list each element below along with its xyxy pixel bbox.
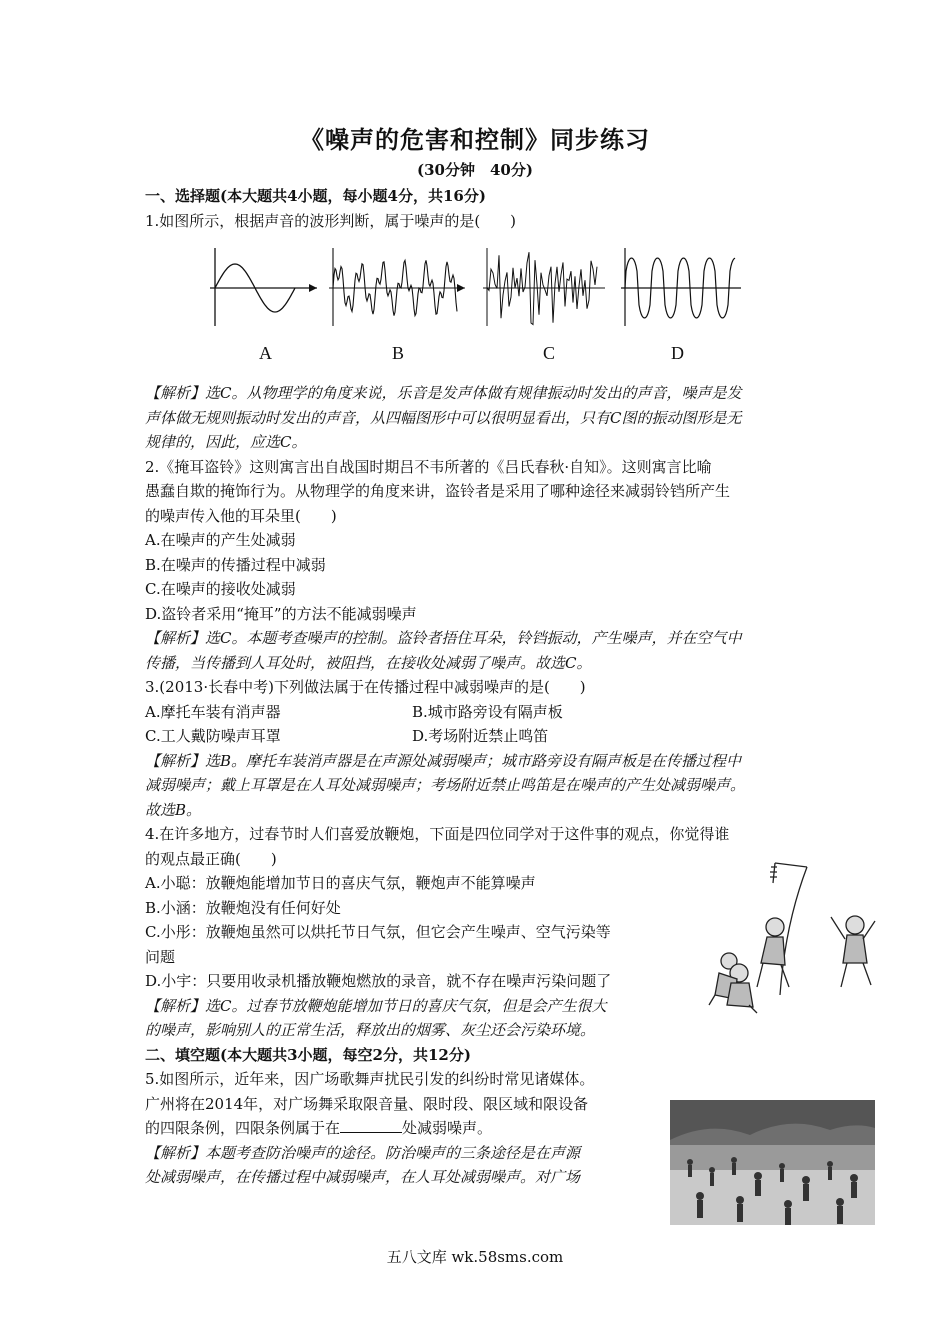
q3-analysis-line: 【解析】选B。摩托车装消声器是在声源处减弱噪声；城市路旁设有隔声板是在传播过程中 [145,751,742,770]
section-heading-choice: 一、选择题(本大题共4小题，每小题4分，共16分) [145,187,486,205]
q3-options-row [145,724,810,749]
q3-option-b: B.城市路旁设有隔声板 [412,702,563,721]
q5-stem-before-blank: 的四限条例，四限条例属于在 [145,1119,341,1137]
q4-stem-line: 的观点最正确( ) [145,849,277,868]
q1-analysis-line: 规律的，因此，应选C。 [145,433,307,451]
page-subtitle: (30分钟 40分) [417,161,533,179]
q4-option-a: A.小聪：放鞭炮能增加节日的喜庆气氛，鞭炮声不能算噪声 [145,874,536,892]
wave-label-b: B [392,343,405,363]
q4-option-c-cont: 问题 [145,947,176,966]
q2-option-d: D.盗铃者采用“掩耳”的方法不能减弱噪声 [145,604,417,623]
q3-options-row [145,700,810,725]
q4-option-b: B.小涵：放鞭炮没有任何好处 [145,898,341,917]
q5-stem-line: 5.如图所示，近年来，因广场歌舞声扰民引发的纠纷时常见诸媒体。 [145,1070,595,1088]
q5-stem-after-blank: 处减弱噪声。 [402,1119,493,1137]
q2-stem-line: 的噪声传入他的耳朵里( ) [145,506,337,525]
firecracker-illustration [705,855,885,1015]
q2-option-c: C.在噪声的接收处减弱 [145,580,296,598]
wave-label-a: A [259,343,272,363]
q2-analysis-line: 传播，当传播到人耳处时，被阻挡，在接收处减弱了噪声。故选C。 [145,653,592,672]
q5-stem-line: 广州将在2014年，对广场舞采取限音量、限时段、限区域和限设备 [145,1094,589,1113]
q4-stem-line: 4.在许多地方，过春节时人们喜爱放鞭炮，下面是四位同学对于这件事的观点，你觉得谁 [145,825,730,843]
q2-option-a: A.在噪声的产生处减弱 [145,531,296,549]
q2-option-b: B.在噪声的传播过程中减弱 [145,555,326,574]
q3-option-d: D.考场附近禁止鸣笛 [412,727,549,745]
q5-analysis-line: 【解析】本题考查防治噪声的途径。防治噪声的三条途径是在声源 [145,1143,581,1162]
q3-analysis-line: 故选B。 [145,800,202,819]
exercise-content [145,184,810,1190]
q4-option-d: D.小宇：只要用收录机播放鞭炮燃放的录音，就不存在噪声污染问题了 [145,972,612,990]
answer-blank[interactable] [340,1117,402,1133]
q2-analysis-line: 【解析】选C。本题考查噪声的控制。盗铃者捂住耳朵，铃铛振动，产生噪声，并在空气中 [145,629,742,647]
q4-option-c: C.小彤：放鞭炮虽然可以烘托节日气氛，但它会产生噪声、空气污染等 [145,923,611,941]
q4-analysis-line: 的噪声，影响别人的正常生活，释放出的烟雾、灰尘还会污染环境。 [145,1021,596,1039]
q1-analysis-line: 声体做无规则振动时发出的声音，从四幅图形中可以很明显看出，只有C图的振动图形是无 [145,408,742,427]
q1-figure-spacer [145,233,810,381]
section-heading-fill: 二、填空题(本大题共3小题，每空2分，共12分) [145,1045,471,1064]
q2-stem-line: 2.《掩耳盗铃》这则寓言出自战国时期吕不韦所著的《吕氏春秋·自知》。这则寓言比喻 [145,457,712,476]
q2-stem-line: 愚蠢自欺的掩饰行为。从物理学的角度来讲，盗铃者是采用了哪种途径来减弱铃铛所产生 [145,482,731,500]
q1-analysis-line: 【解析】选C。从物理学的角度来说，乐音是发声体做有规律振动时发出的声音，噪声是发 [145,384,742,402]
q3-option-a: A.摩托车装有消声器 [145,702,281,721]
footer-watermark: 五八文库 wk.58sms.com [386,1248,564,1266]
q4-analysis-line: 【解析】选C。过春节放鞭炮能增加节日的喜庆气氛，但是会产生很大 [145,996,607,1015]
q1-stem: 1.如图所示，根据声音的波形判断，属于噪声的是( ) [145,211,517,230]
q3-option-c: C.工人戴防噪声耳罩 [145,727,281,745]
wave-label-c: C [543,343,556,363]
q3-analysis-line: 减弱噪声；戴上耳罩是在人耳处减弱噪声；考场附近禁止鸣笛是在噪声的产生处减弱噪声。 [145,776,746,794]
q5-analysis-line: 处减弱噪声，在传播过程中减弱噪声，在人耳处减弱噪声。对广场 [145,1168,581,1186]
page-title: 《噪声的危害和控制》同步练习 [300,125,650,154]
q3-stem: 3.(2013·长春中考)下列做法属于在传播过程中减弱噪声的是( ) [145,678,586,696]
wave-label-d: D [671,343,684,363]
square-dance-photo [670,1100,875,1225]
